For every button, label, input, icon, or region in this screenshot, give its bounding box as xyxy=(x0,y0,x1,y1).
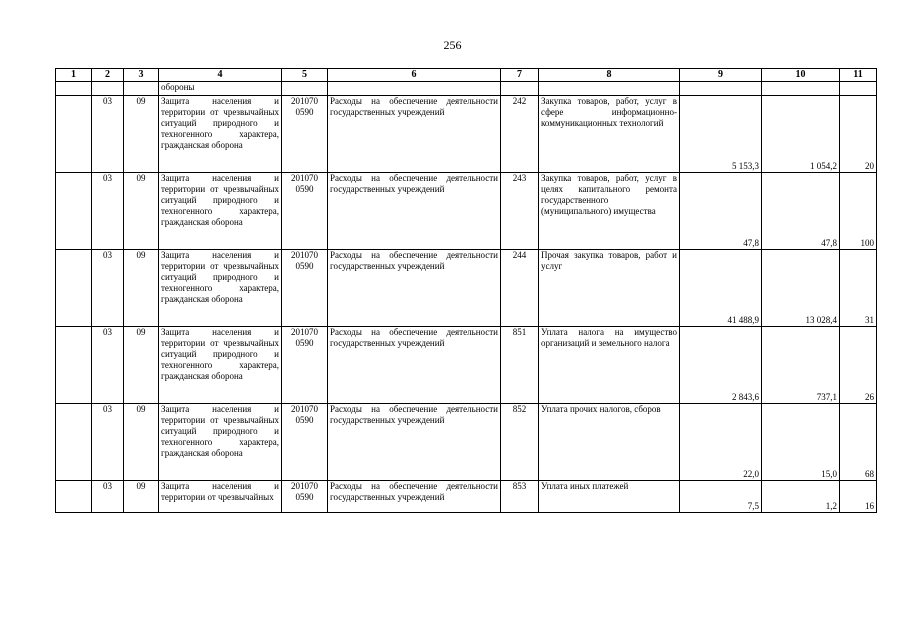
cell-section-name: Защита населения и территории от чрезвычайных ситуаций природного и техногенного характера, гражданская оборона xyxy=(159,96,282,173)
cell-target-code: 201070 0590 xyxy=(282,173,328,250)
cell-expense-code: 242 xyxy=(501,96,539,173)
cell-subsection: 09 xyxy=(124,250,159,327)
header-cell: 10 xyxy=(762,69,840,82)
cell-target-code: 201070 0590 xyxy=(282,96,328,173)
table-row xyxy=(56,250,877,327)
header-cell: 11 xyxy=(840,69,877,82)
cell-planned: 22,0 xyxy=(680,404,762,481)
cell-planned: 47,8 xyxy=(680,173,762,250)
cell-chapter: 03 xyxy=(92,404,124,481)
cell-target-name: Расходы на обеспечение деятельности государственных учреждений xyxy=(328,404,501,481)
cell-actual: 47,8 xyxy=(762,173,840,250)
cell-planned: 2 843,6 xyxy=(680,327,762,404)
cell-chapter: 03 xyxy=(92,96,124,173)
cell-expense-code: 851 xyxy=(501,327,539,404)
cell-expense-name: Закупка товаров, работ, услуг в сфере информационно-коммуникационных технологий xyxy=(539,96,680,173)
header-row xyxy=(56,69,877,82)
cell-expense-code: 853 xyxy=(501,481,539,513)
cell-target-code: 201070 0590 xyxy=(282,250,328,327)
cell-target-name: Расходы на обеспечение деятельности государственных учреждений xyxy=(328,173,501,250)
cell-chapter: 03 xyxy=(92,327,124,404)
cell-section-name: Защита населения и территории от чрезвычайных ситуаций природного и техногенного характера, гражданская оборона xyxy=(159,404,282,481)
cell-actual: 13 028,4 xyxy=(762,250,840,327)
cell-percent: 100 xyxy=(840,173,877,250)
header-cell: 2 xyxy=(92,69,124,82)
cell-subsection: 09 xyxy=(124,96,159,173)
cell-actual: 1 054,2 xyxy=(762,96,840,173)
table-row xyxy=(56,481,877,513)
cell-expense-name: Уплата иных платежей xyxy=(539,481,680,513)
page-number: 256 xyxy=(443,38,462,52)
cell-expense-name: Уплата прочих налогов, сборов xyxy=(539,404,680,481)
cell-subsection: 09 xyxy=(124,327,159,404)
cell-subsection: 09 xyxy=(124,173,159,250)
cell-percent: 26 xyxy=(840,327,877,404)
header-cell: 9 xyxy=(680,69,762,82)
header-cell: 7 xyxy=(501,69,539,82)
cell-expense-name: Прочая закупка товаров, работ и услуг xyxy=(539,250,680,327)
cell-expense-code: 243 xyxy=(501,173,539,250)
cell-percent: 68 xyxy=(840,404,877,481)
cell-expense-code: 852 xyxy=(501,404,539,481)
table-row xyxy=(56,173,877,250)
cell-expense-name: Закупка товаров, работ, услуг в целях капитального ремонта государственного (муниципального) имущества xyxy=(539,173,680,250)
cell-target-code: 201070 0590 xyxy=(282,481,328,513)
header-cell: 1 xyxy=(56,69,92,82)
header-cell: 5 xyxy=(282,69,328,82)
cell-section-name: Защита населения и территории от чрезвычайных ситуаций природного и техногенного характера, гражданская оборона xyxy=(159,173,282,250)
cell-target-name: Расходы на обеспечение деятельности государственных учреждений xyxy=(328,327,501,404)
cell-target-name: Расходы на обеспечение деятельности государственных учреждений xyxy=(328,481,501,513)
cell-expense-name: Уплата налога на имущество организаций и земельного налога xyxy=(539,327,680,404)
cell-section-name: Защита населения и территории от чрезвычайных xyxy=(159,481,282,513)
cell-chapter: 03 xyxy=(92,173,124,250)
cell-planned: 7,5 xyxy=(680,481,762,513)
cell-actual: 15,0 xyxy=(762,404,840,481)
cell-planned: 41 488,9 xyxy=(680,250,762,327)
cell-percent: 20 xyxy=(840,96,877,173)
cell-percent: 31 xyxy=(840,250,877,327)
cell-expense-code: 244 xyxy=(501,250,539,327)
cell-section-name: Защита населения и территории от чрезвычайных ситуаций природного и техногенного характера, гражданская оборона xyxy=(159,327,282,404)
cell-subsection: 09 xyxy=(124,404,159,481)
cell-planned: 5 153,3 xyxy=(680,96,762,173)
table-row xyxy=(56,96,877,173)
continuation-row xyxy=(56,82,877,96)
cell-actual: 1,2 xyxy=(762,481,840,513)
table-row xyxy=(56,404,877,481)
section-text: обороны xyxy=(159,82,282,96)
cell-target-code: 201070 0590 xyxy=(282,404,328,481)
cell-chapter: 03 xyxy=(92,481,124,513)
cell-subsection: 09 xyxy=(124,481,159,513)
table-row xyxy=(56,327,877,404)
cell-target-name: Расходы на обеспечение деятельности государственных учреждений xyxy=(328,96,501,173)
cell-target-code: 201070 0590 xyxy=(282,327,328,404)
header-cell: 4 xyxy=(159,69,282,82)
header-cell: 3 xyxy=(124,69,159,82)
cell-section-name: Защита населения и территории от чрезвычайных ситуаций природного и техногенного характера, гражданская оборона xyxy=(159,250,282,327)
cell-percent: 16 xyxy=(840,481,877,513)
cell-chapter: 03 xyxy=(92,250,124,327)
header-cell: 6 xyxy=(328,69,501,82)
budget-table xyxy=(55,68,877,513)
cell-actual: 737,1 xyxy=(762,327,840,404)
header-cell: 8 xyxy=(539,69,680,82)
cell-target-name: Расходы на обеспечение деятельности государственных учреждений xyxy=(328,250,501,327)
